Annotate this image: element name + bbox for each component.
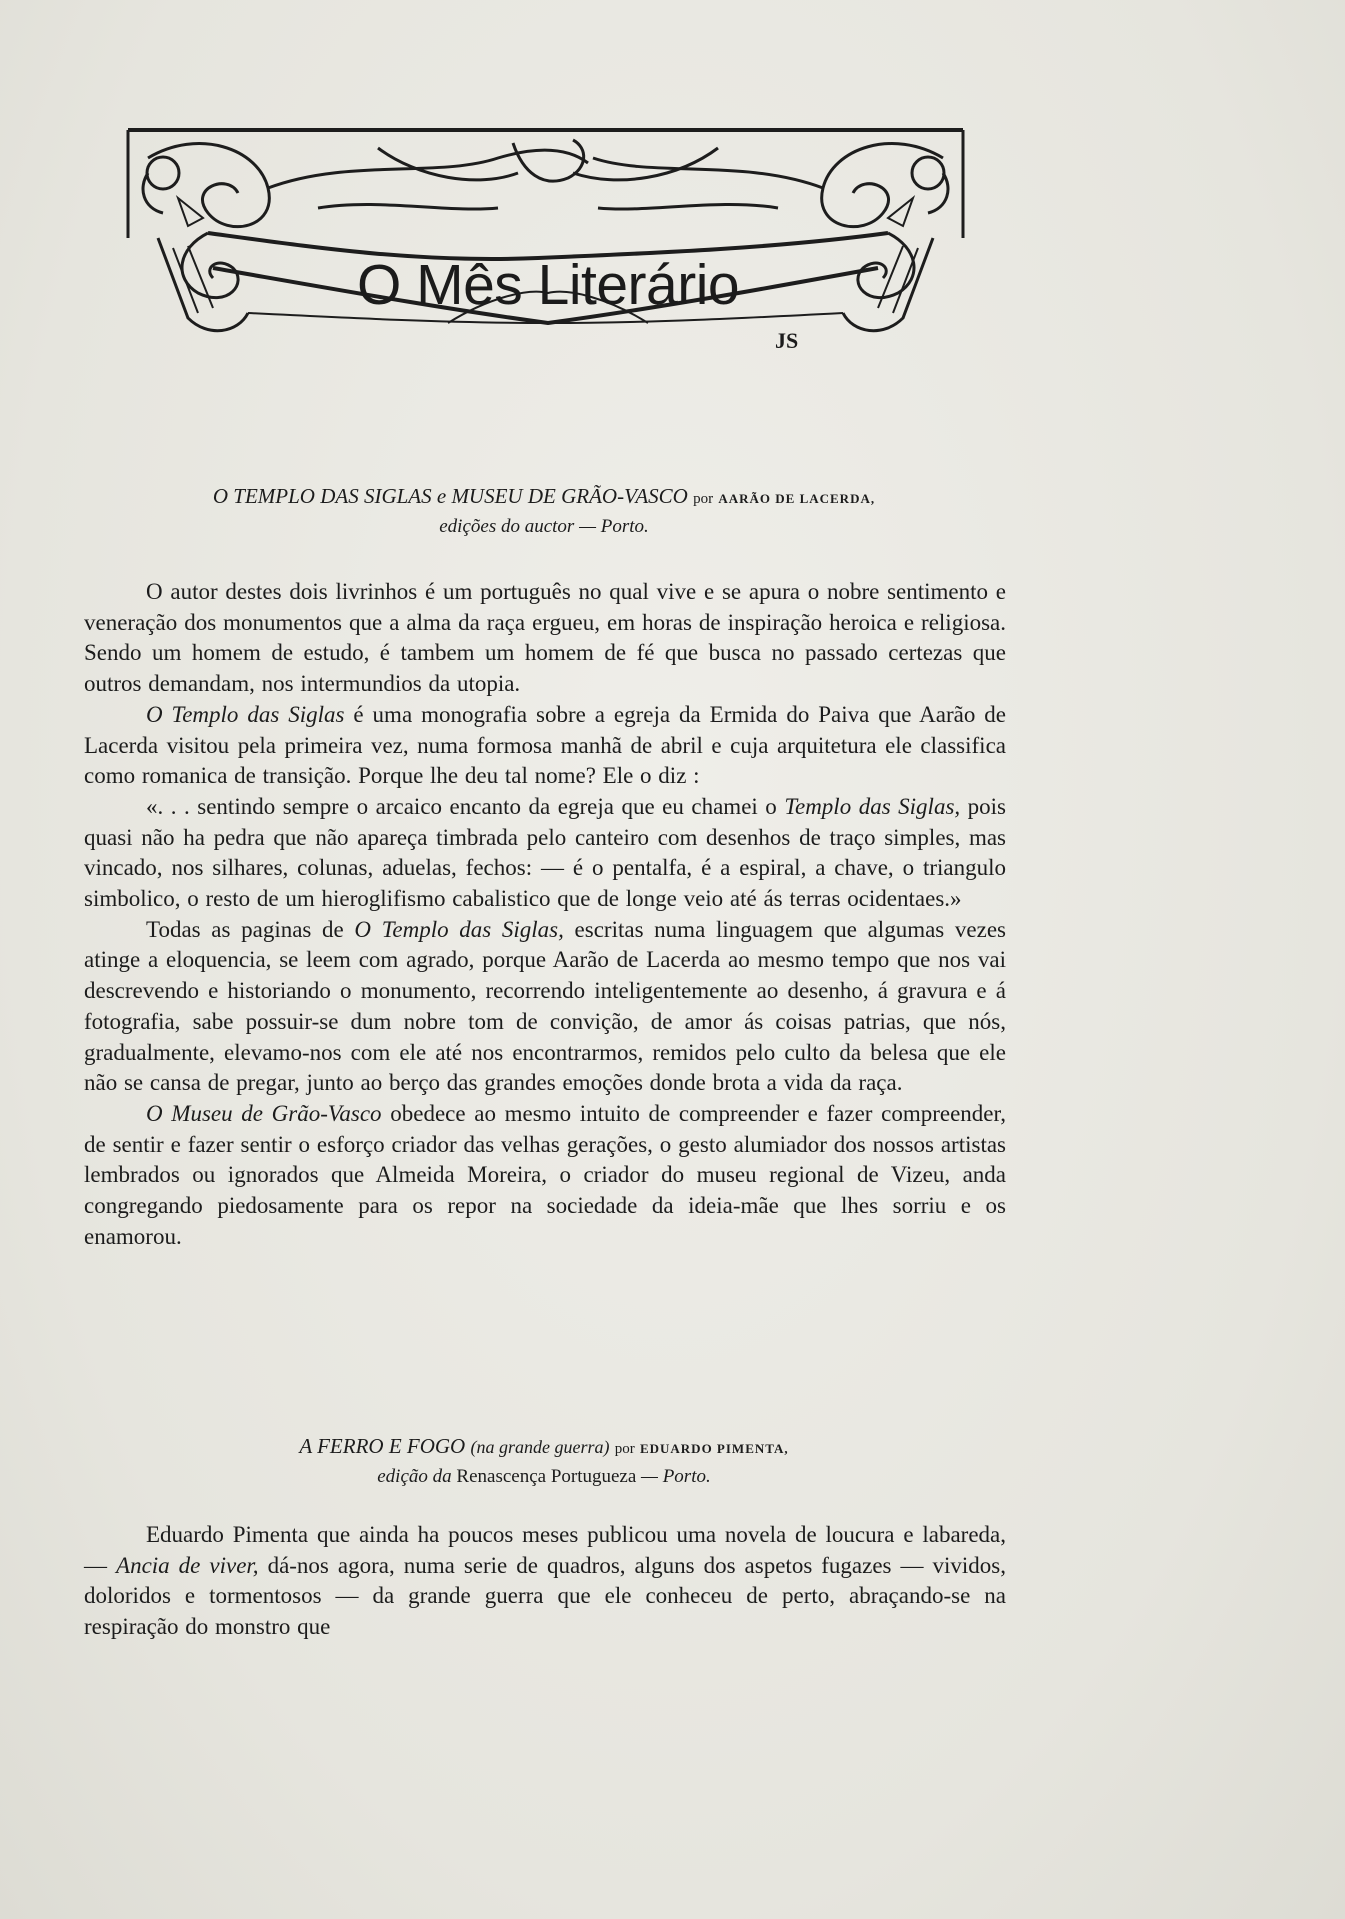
review-body-templo — [84, 577, 1006, 1252]
book-title: O Templo das Siglas — [146, 701, 345, 727]
quote-text: pois quasi não ha pedra que não apareça timbrada pelo canteiro com desenhos de traço simples, mas vincado, nos silhares, colunas, aduelas, fechos: — é o pentalfa, é a espiral, a chave, o triangulo simbolico, o resto de um hieroglifismo cabalistico que de longe veio até ás terras ocidentaes.» — [84, 793, 1007, 912]
review-title: O TEMPLO DAS SIGLAS e MUSEU DE GRÃO-VASCO — [212, 484, 688, 508]
review-publisher-prefix: edição da — [377, 1466, 452, 1487]
paragraph-text: é uma monografia sobre a egreja da Ermida do Paiva que Aarão de Lacerda visitou pela primeira vez, numa formosa manhã de abril e cuja arquitetura ele classifica como romanica de transição. Porque lhe deu tal nome? Ele o diz : — [84, 701, 1006, 789]
review-title: A FERRO E FOGO — [299, 1434, 466, 1458]
book-title: O Museu de Grão-Vasco — [146, 1100, 382, 1126]
review-publisher: edições do auctor — Porto. — [439, 516, 649, 537]
section-title: O Mês Literário — [356, 253, 740, 317]
paragraph — [84, 1099, 1006, 1253]
paragraph: O autor destes dois livrinhos é um português no qual vive e se apura o nobre sentimento e veneração dos monumentos que a alma da raça ergueu, em horas de inspiração heroica e religiosa. Sendo um homem de estudo, é tambem um homem de fé que busca no passado certezas que outros demandam, nos intermundios da utopia. — [84, 579, 1006, 697]
quote-paragraph — [84, 792, 1006, 915]
paragraph-text: escritas numa linguagem que algumas vezes atinge a eloquencia, se leem com agrado, porque Aarão de Lacerda ao mesmo tempo que nos vai descrevendo e historiando o monumento, recorrendo inteligentemente ao desenho, á gravura e á fotografia, sabe possuir-se dum nobre tom de convição, de amor ás coisas patrias, que nós, gradualmente, elevamo-nos com ele até nos encontrarmos, remidos pelo culto da belesa que ele não se cansa de pregar, junto ao berço das grandes emoções donde brota a vida da raça. — [84, 916, 1006, 1096]
paragraph-text: dá-nos agora, numa serie de quadros, alguns dos aspetos fugazes — vividos, doloridos e tormentosos — da grande guerra que ele conheceu de perto, abraçando-se na respiração do monstro que — [84, 1552, 1006, 1640]
review-por: por — [614, 1441, 635, 1457]
quote-text: «. . . sentindo sempre o arcaico encanto da egreja que eu chamei o — [146, 793, 785, 819]
paragraph-text: Todas as paginas de — [146, 916, 355, 942]
review-publisher-city: — Porto. — [641, 1466, 711, 1487]
paragraph-text: obedece ao mesmo intuito de compreender e fazer compreender, de sentir e fazer sentir o esforço criador das velhas gerações, o gesto alumiador dos nossos artistas lembrados ou ignorados que Almeida Moreira, o criador do museu regional de Vizeu, anda congregando piedosamente para os repor na sociedade da ideia-mãe que lhes sorriu e os enamorou. — [84, 1100, 1006, 1249]
paragraph — [84, 915, 1006, 1099]
paragraph-text: Eduardo Pimenta que ainda ha poucos meses publicou uma novela de loucura e labareda, — — [84, 1522, 1006, 1578]
book-title: Ancia de viver, — [116, 1552, 259, 1578]
review-heading-ferro — [84, 1432, 1004, 1491]
review-subtitle: (na grande guerra) — [470, 1437, 610, 1457]
review-publisher: Renascença Portugueza — [456, 1466, 637, 1487]
review-por: por — [693, 491, 714, 507]
artist-monogram: JS — [775, 328, 799, 353]
paragraph — [84, 700, 1006, 792]
paragraph — [84, 1520, 1006, 1643]
review-body-ferro — [84, 1520, 1006, 1643]
review-author: EDUARDO PIMENTA, — [639, 1441, 789, 1456]
review-heading-templo — [84, 482, 1004, 541]
book-title: Templo das Siglas, — [784, 793, 961, 819]
review-author: AARÃO DE LACERDA, — [718, 491, 876, 506]
book-title: O Templo das Siglas, — [354, 916, 564, 942]
